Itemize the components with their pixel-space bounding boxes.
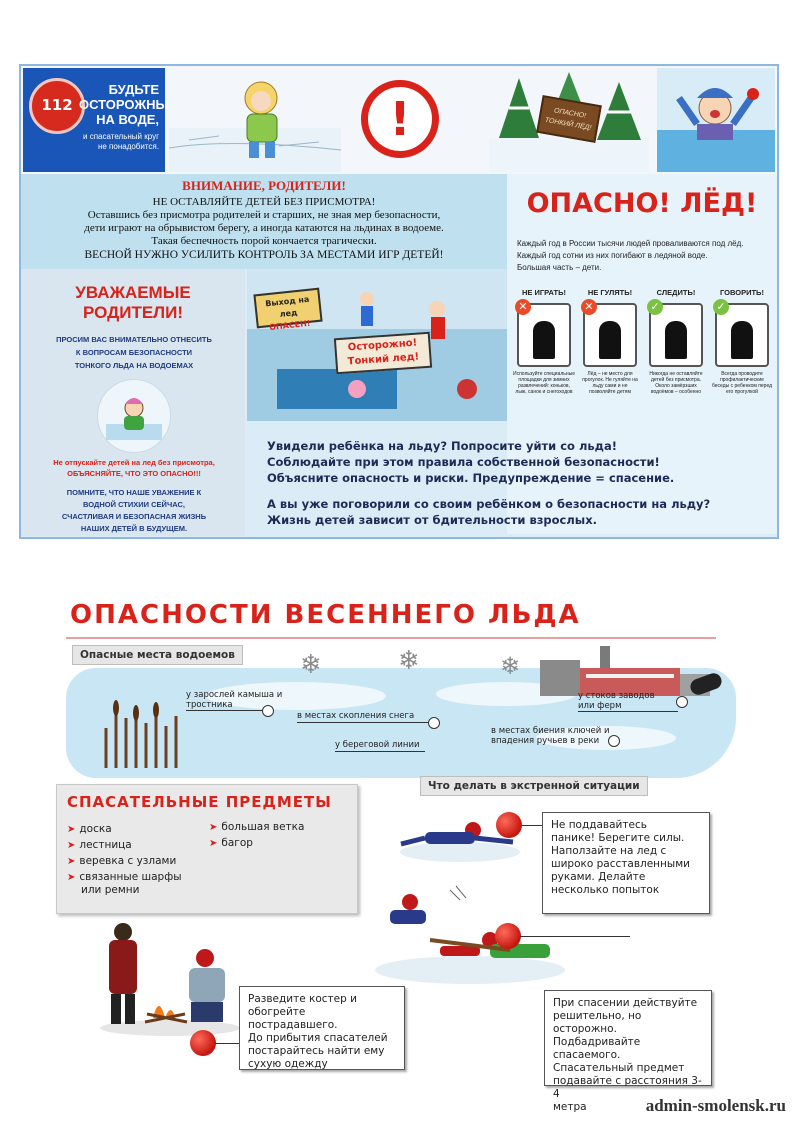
item-label: доска bbox=[79, 823, 112, 835]
children-on-ice-photo bbox=[247, 269, 507, 421]
callout-line bbox=[578, 711, 678, 712]
rescue-items-title: СПАСАТЕЛЬНЫЕ ПРЕДМЕТЫ bbox=[67, 793, 332, 811]
step-line-3: До прибытия спасателей bbox=[248, 1032, 388, 1044]
cross-icon: ✕ bbox=[581, 299, 597, 315]
step-line-5: руками. Делайте bbox=[551, 871, 646, 883]
callout-reeds-line-2: тростника bbox=[186, 700, 233, 710]
logo-line-1: БУДЬТЕ bbox=[108, 82, 159, 97]
dangerous-ice-title: ОПАСНО! ЛЁД! bbox=[526, 188, 758, 219]
rule-caption: Лёд – не место для прогулок. Не гуляйте на льду сами и не позволяйте детям bbox=[582, 371, 638, 395]
step-line bbox=[522, 825, 542, 826]
exit-sign-line-1: Выход на лед bbox=[264, 294, 310, 319]
emergency-number: 112 bbox=[41, 96, 73, 114]
callout-line bbox=[186, 710, 266, 711]
attention-title: ВНИМАНИЕ, РОДИТЕЛИ! bbox=[182, 178, 346, 193]
thin-sign-line-1: Осторожно! bbox=[347, 337, 418, 354]
logo-line-4: и спасательный круг bbox=[83, 132, 159, 141]
step-marker-1 bbox=[496, 812, 522, 838]
person-with-binoculars-icon bbox=[665, 321, 687, 359]
cta-line-4: А вы уже поговорили со своим ребёнком о безопасности на льду? bbox=[267, 497, 711, 511]
rescue-items-box bbox=[56, 784, 358, 914]
spring-ice-title: ОПАСНОСТИ ВЕСЕННЕГО ЛЬДА bbox=[70, 600, 581, 630]
lifebuoy-icon bbox=[29, 78, 85, 134]
callout-plants-line-1: у стоков заводов bbox=[578, 691, 655, 701]
callout-springs-line-1: в местах биения ключей и bbox=[491, 726, 610, 736]
rescue-with-stick-illustration bbox=[370, 880, 580, 990]
list-item-continuation: или ремни bbox=[81, 884, 140, 896]
rule-head: ГОВОРИТЬ! bbox=[720, 288, 764, 297]
rule-head: СЛЕДИТЬ! bbox=[656, 288, 696, 297]
site-watermark: admin-smolensk.ru bbox=[645, 1096, 786, 1115]
callout-line bbox=[297, 722, 429, 723]
logo-line-5: не понадобится. bbox=[97, 142, 159, 151]
item-label: лестница bbox=[79, 839, 132, 851]
rule-caption: Используйте специальные площадки для зимних развлечений: коньков, лыж, санок и снегоходов bbox=[513, 371, 576, 395]
list-item bbox=[67, 855, 181, 868]
callout-snow: в местах скопления снега bbox=[297, 711, 415, 721]
step-box-rescue bbox=[544, 990, 712, 1113]
dear-parents-request bbox=[29, 333, 239, 372]
attention-line-4: Такая беспечность порой кончается трагически. bbox=[151, 235, 377, 247]
step-line-2: обогрейте пострадавшего. bbox=[248, 1006, 338, 1031]
dear-parents-panel bbox=[21, 269, 245, 536]
ice-intro-2: Каждый год сотни из них погибают в ледяной воде. bbox=[517, 251, 708, 260]
list-item bbox=[67, 839, 181, 852]
item-label: багор bbox=[221, 837, 253, 849]
cta-line-1: Увидели ребёнка на льду? Попросите уйти со льда! bbox=[267, 439, 617, 453]
attention-line-5: ВЕСНОЙ НУЖНО УСИЛИТЬ КОНТРОЛЬ ЗА МЕСТАМИ ИГР ДЕТЕЙ! bbox=[84, 249, 444, 261]
child-on-ice-illustration bbox=[169, 68, 341, 172]
rule-caption: Никогда не оставляйте детей без присмотра. Около замёрзших водоёмов – особенно bbox=[649, 371, 703, 395]
dear-parents-remember bbox=[27, 487, 241, 535]
rule-head: НЕ ИГРАТЬ! bbox=[521, 288, 566, 297]
dear-title-line-2: РОДИТЕЛИ! bbox=[83, 303, 183, 322]
step-line-1: Разведите костер и bbox=[248, 993, 357, 1005]
rescue-items-column-1 bbox=[67, 823, 181, 897]
rule-picture bbox=[583, 300, 637, 367]
campfire-illustration bbox=[95, 918, 245, 1038]
emergency-logo-block bbox=[23, 68, 169, 172]
request-line-3: ТОНКОГО ЛЬДА НА ВОДОЕМАХ bbox=[74, 361, 194, 370]
attention-parents-panel bbox=[21, 174, 507, 269]
bare-tree-icon: ❄ bbox=[500, 652, 521, 680]
list-item bbox=[67, 871, 181, 884]
attention-line-2: Оставшись без присмотра родителей и старших, не зная мер безопасности, bbox=[87, 209, 441, 221]
dear-parents-warning bbox=[27, 457, 241, 479]
top-banner bbox=[21, 66, 777, 174]
rule-picture bbox=[649, 300, 703, 367]
arrow-icon: ➤ bbox=[67, 824, 76, 835]
step-line-1: Не поддавайтесь bbox=[551, 819, 647, 831]
item-label: веревка с узлами bbox=[79, 855, 177, 867]
dear-parents-title bbox=[21, 283, 245, 323]
exclamation-icon: ! bbox=[361, 80, 439, 158]
remember-line-2: ВОДНОЙ СТИХИИ СЕЙЧАС, bbox=[83, 500, 185, 509]
arrow-icon: ➤ bbox=[209, 822, 218, 833]
rule-head: НЕ ГУЛЯТЬ! bbox=[587, 288, 633, 297]
dear-title-line-1: УВАЖАЕМЫЕ bbox=[75, 283, 191, 302]
logo-line-2: ОСТОРОЖНЫ bbox=[79, 97, 169, 112]
parent-and-child-icon bbox=[731, 321, 753, 359]
callout-dot bbox=[608, 735, 620, 747]
arrow-icon: ➤ bbox=[67, 840, 76, 851]
rescue-items-column-2 bbox=[209, 821, 304, 850]
callout-dot bbox=[428, 717, 440, 729]
callout-springs-line-2: впадения ручьев в реки bbox=[491, 736, 600, 746]
warning-line-2: ОБЪЯСНЯЙТЕ, ЧТО ЭТО ОПАСНО!!! bbox=[67, 469, 201, 478]
attention-line-3: дети играют на обрывистом берегу, а иногда катаются на льдинах в водоеме. bbox=[84, 222, 444, 234]
person-icon bbox=[533, 321, 555, 359]
warning-line-1: Не отпускайте детей на лед без присмотра, bbox=[53, 458, 215, 467]
poster-call-to-action bbox=[267, 438, 777, 528]
arrow-icon: ➤ bbox=[209, 838, 218, 849]
ice-exit-sign bbox=[253, 288, 322, 333]
thin-sign-line-2: Тонкий лед! bbox=[347, 351, 420, 368]
rule-picture bbox=[517, 300, 571, 367]
request-line-1: ПРОСИМ ВАС ВНИМАТЕЛЬНО ОТНЕСИТЬ bbox=[56, 335, 212, 344]
exit-sign-line-2: ОПАСЕН! bbox=[268, 318, 311, 333]
rule-talk bbox=[711, 288, 773, 395]
dangerous-places-label: Опасные места водоемов bbox=[72, 645, 243, 665]
ice-intro-3: Большая часть – дети. bbox=[517, 263, 602, 272]
step-line bbox=[215, 1043, 239, 1044]
step-marker-3 bbox=[190, 1030, 216, 1056]
safety-poster-top bbox=[19, 64, 779, 539]
cta-line-2: Соблюдайте при этом правила собственной безопасности! bbox=[267, 455, 660, 469]
callout-plants-line-2: или ферм bbox=[578, 701, 622, 711]
remember-line-3: СЧАСТЛИВАЯ И БЕЗОПАСНАЯ ЖИЗНЬ bbox=[61, 512, 207, 521]
cta-line-5: Жизнь детей зависит от бдительности взрослых. bbox=[267, 513, 597, 527]
emergency-actions-label: Что делать в экстренной ситуации bbox=[420, 776, 648, 796]
arrow-icon: ➤ bbox=[67, 872, 76, 883]
step-line-4: постарайтесь найти ему bbox=[248, 1045, 385, 1057]
step-line-5: подавайте с расстояния 3-4 bbox=[553, 1075, 702, 1100]
arrow-icon: ➤ bbox=[67, 856, 76, 867]
callout-dot bbox=[262, 705, 274, 717]
step-line-2: решительно, но осторожно. bbox=[553, 1010, 642, 1035]
step-line bbox=[520, 936, 630, 937]
callout-springs bbox=[491, 726, 610, 746]
child-on-ice-picture bbox=[97, 379, 171, 453]
rule-watch bbox=[645, 288, 707, 395]
ice-intro-1: Каждый год в России тысячи людей проваливаются под лёд. bbox=[517, 239, 744, 248]
callout-dot bbox=[676, 696, 688, 708]
rule-picture bbox=[715, 300, 769, 367]
step-line-4: широко расставленными bbox=[551, 858, 690, 870]
person-with-dog-icon bbox=[599, 321, 621, 359]
step-line-2: панике! Берегите силы. bbox=[551, 832, 685, 844]
step-line-6: метра bbox=[553, 1101, 587, 1113]
callout-plants bbox=[578, 691, 655, 711]
attention-line-1: НЕ ОСТАВЛЯЙТЕ ДЕТЕЙ БЕЗ ПРИСМОТРА! bbox=[152, 196, 376, 208]
list-item bbox=[67, 823, 181, 836]
step-line-1: При спасении действуйте bbox=[553, 997, 698, 1009]
cta-line-3: Объясните опасность и риски. Предупреждение = спасение. bbox=[267, 471, 675, 485]
cross-icon: ✕ bbox=[515, 299, 531, 315]
remember-line-1: ПОМНИТЕ, ЧТО НАШЕ УВАЖЕНИЕ К bbox=[66, 488, 202, 497]
title-divider bbox=[66, 637, 716, 639]
step-line-5: сухую одежду bbox=[248, 1058, 328, 1070]
step-line-4: Спасательный предмет bbox=[553, 1062, 685, 1074]
list-item bbox=[209, 837, 304, 850]
check-icon: ✓ bbox=[647, 299, 663, 315]
callout-line bbox=[335, 751, 425, 752]
remember-line-4: НАШИХ ДЕТЕЙ В БУДУЩЕМ. bbox=[80, 524, 188, 533]
bare-tree-icon: ❄ bbox=[300, 650, 322, 680]
step-box-warm-victim bbox=[239, 986, 405, 1070]
callout-shore: у береговой линии bbox=[335, 740, 420, 750]
step-marker-2 bbox=[495, 923, 521, 949]
step-line-6: несколько попыток bbox=[551, 884, 660, 896]
rule-caption: Всегда проводите профилактические беседы с ребенком перед его прогулкой bbox=[711, 371, 773, 395]
callout-reeds-line-1: у зарослей камыша и bbox=[186, 690, 283, 700]
rule-dont-walk bbox=[579, 288, 641, 395]
rule-dont-play bbox=[513, 288, 575, 395]
request-line-2: К ВОПРОСАМ БЕЗОПАСНОСТИ bbox=[75, 348, 193, 357]
item-label: связанные шарфы bbox=[79, 871, 182, 883]
check-icon: ✓ bbox=[713, 299, 729, 315]
thin-ice-sign bbox=[334, 332, 432, 375]
item-label: большая ветка bbox=[221, 821, 305, 833]
danger-sign-text: ОПАСНО! ТОНКИЙ ЛЁД! bbox=[544, 107, 592, 132]
list-item bbox=[209, 821, 304, 834]
step-line-3: Наползайте на лед с bbox=[551, 845, 667, 857]
step-line-3: Подбадривайте спасаемого. bbox=[553, 1036, 641, 1061]
logo-line-3: НА ВОДЕ, bbox=[96, 112, 159, 127]
child-in-water-illustration bbox=[657, 68, 775, 172]
bare-tree-icon: ❄ bbox=[398, 646, 420, 676]
